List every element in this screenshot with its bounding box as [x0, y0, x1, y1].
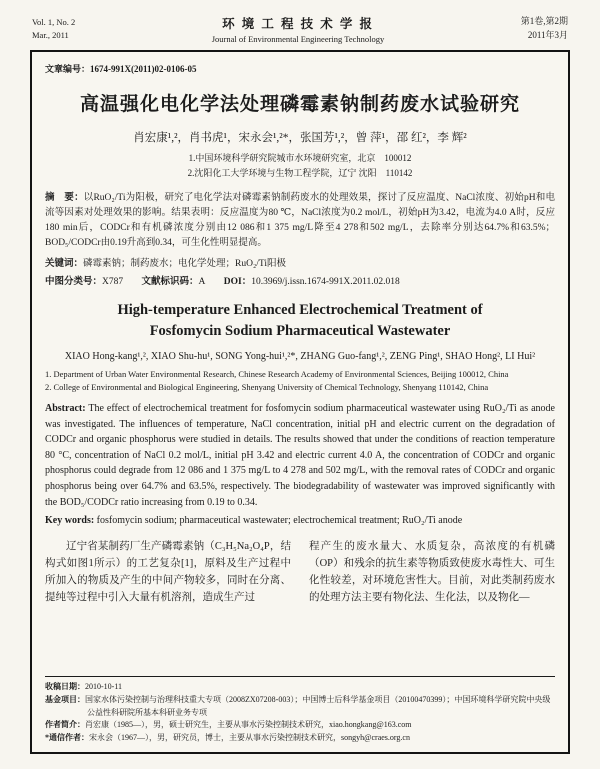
- affiliation-en-1: 1. Department of Urban Water Environmental Research, Chinese Research Academy of Environmental Sciences, Beijing 100012, China: [45, 368, 509, 379]
- journal-header: [32, 14, 568, 44]
- abstract-cn-label: 摘 要：: [45, 192, 84, 203]
- date-line-en: Mar., 2011: [32, 30, 69, 40]
- body-column-right: [309, 538, 555, 606]
- affiliations-cn: [45, 151, 555, 181]
- journal-title-block: [212, 14, 385, 44]
- affiliation-cn-2: 2.沈阳化工大学环境与生物工程学院，辽宁 沈阳 110142: [187, 167, 413, 178]
- issue-info-en: [32, 16, 75, 42]
- author-bio-note: 作者简介：肖宏康（1985—），男，硕士研究生，主要从事水污染控制技术研究，xiao.hongkang@163.com: [45, 720, 412, 730]
- journal-title-cn: 环 境 工 程 技 术 学 报: [222, 17, 374, 31]
- received-date-note: 收稿日期：2010-10-11: [45, 682, 123, 692]
- affiliations-en: [45, 368, 555, 394]
- paper-title-en-line1: High-temperature Enhanced Electrochemical Treatment of: [117, 301, 483, 318]
- keywords-cn: [45, 255, 555, 269]
- clc-number: 中图分类号：X787: [45, 276, 124, 287]
- volume-line-cn: 第1卷,第2期: [520, 16, 568, 27]
- authors-cn: 肖宏康¹,²，肖书虎¹，宋永会¹,²*，张国芳¹,²，曾 萍¹，邵 红²，李 辉²: [133, 132, 467, 144]
- body-column-left: [45, 538, 291, 606]
- classification-line: [45, 273, 555, 287]
- footnote-block: [45, 676, 555, 745]
- affiliation-cn-1: 1.中国环境科学研究院城市水环境研究室，北京 100012: [188, 153, 412, 163]
- keywords-en-text: fosfomycin sodium; pharmaceutical wastewater; electrochemical treatment; RuO₂/Ti anode: [96, 515, 463, 527]
- body-paragraph-right: 程产生的废水量大、水质复杂，高浓度的有机磷（OP）和残余的抗生素等物质致使废水毒性大、可生化性较差，对环境危害性大。目前，对此类制药废水的处理方法主要有物化法、生化法，以及物化—: [309, 541, 555, 604]
- article-number-value: 1674-991X(2011)02-0106-05: [90, 64, 197, 74]
- keywords-cn-text: 磷霉素钠；制药废水；电化学处理；RuO₂/Ti阳极: [83, 258, 287, 269]
- article-number: [45, 62, 555, 75]
- authors-en: XIAO Hong-kang¹,², XIAO Shu-hu¹, SONG Yong-hui¹,²*, ZHANG Guo-fang¹,², ZENG Ping¹, SHAO Hong², LI Hui²: [64, 350, 536, 362]
- abstract-en-label: Abstract:: [45, 403, 86, 415]
- keywords-cn-label: 关键词：: [45, 258, 84, 269]
- paper-title-en-line2: Fosfomycin Sodium Pharmaceutical Wastewater: [149, 322, 451, 339]
- keywords-en: [45, 515, 555, 526]
- volume-line-en: Vol. 1, No. 2: [32, 16, 76, 27]
- paper-title-en: [45, 300, 555, 342]
- paper-title-cn: 高温强化电化学法处理磷霉素钠制药废水试验研究: [79, 94, 520, 115]
- abstract-en-text: The effect of electrochemical treatment for fosfomycin sodium pharmaceutical wastewater using RuO₂/Ti as anode was investigated. The influences of temperature, NaCl concentration, initial pH and electric current on the degradation of CODCr and organic phosphorus were studied in details. The results showed that under the conditions of reaction temperature 80 °C, concentration of NaCl 0.2 mol/L, initial pH 3.42 and electric current 4.0 A, the concentration of CODCr and organic phosphorus could degrade from 12 086 and 1 375 mg/L to 4 278 and 502 mg/L, with the removal rates of CODCr and organic phosphorus being over 64.7% and 63.5%, respectively. The biodegradability of wastewater was improved significantly with the BOD₅/CODCr ratio increasing from 0.19 to 0.34.: [45, 403, 555, 508]
- date-line-cn: 2011年3月: [527, 30, 568, 40]
- body-text-columns: [45, 538, 555, 606]
- abstract-cn-text: 以RuO₂/Ti为阳极，研究了电化学法对磷霉素钠制药废水的处理效果，探讨了反应温度、NaCl浓度、初始pH和电流等因素对处理效果的影响。结果表明：反应温度为80 ℃，NaCl浓度为0.2 mol/L，初始pH为3.42，电流为4.0 A时，反应180 min后，CODCr和有机磷浓度分别由12 086和1 375 mg/L降至4 278和502 mg/L，去除率分别达64.7%和63.5%；BOD₅/CODCr由0.19升高到0.34，可生化性明显提高。: [45, 192, 555, 248]
- corresponding-author-note: *通信作者：宋永会（1967—），男，研究员，博士，主要从事水污染控制技术研究，songyh@craes.org.cn: [45, 733, 410, 743]
- document-code: 文献标识码：A: [141, 276, 206, 287]
- body-paragraph-left: 辽宁省某制药厂生产磷霉素钠（C₃H₅Na₂O₄P，结构式如图1所示）的工艺复杂[1]，原料及生产过程中所加入的物质及产生的中间产物较多，同时在分离、提纯等过程中引入大量有机溶剂，造成生产过: [45, 541, 291, 604]
- keywords-en-label: Key words:: [45, 515, 95, 527]
- issue-info-cn: [521, 15, 568, 43]
- funding-note: 基金项目：国家水体污染控制与治理科技重大专项（2008ZX07208-003）；中国博士后科学基金项目（20100470399）；中国环境科学研究院中央级公益性科研院所基本科研业务专项: [45, 694, 551, 717]
- doi: DOI：10.3969/j.issn.1674-991X.2011.02.018: [223, 276, 400, 287]
- page-frame: [30, 50, 570, 754]
- abstract-en: [45, 401, 555, 510]
- journal-title-en: Journal of Environmental Engineering Technology: [211, 34, 385, 44]
- article-number-label: 文章编号：: [45, 64, 91, 74]
- abstract-cn: [45, 191, 555, 251]
- affiliation-en-2: 2. College of Environmental and Biological Engineering, Shenyang University of Chemical Technology, Shenyang 110142, China: [45, 381, 489, 392]
